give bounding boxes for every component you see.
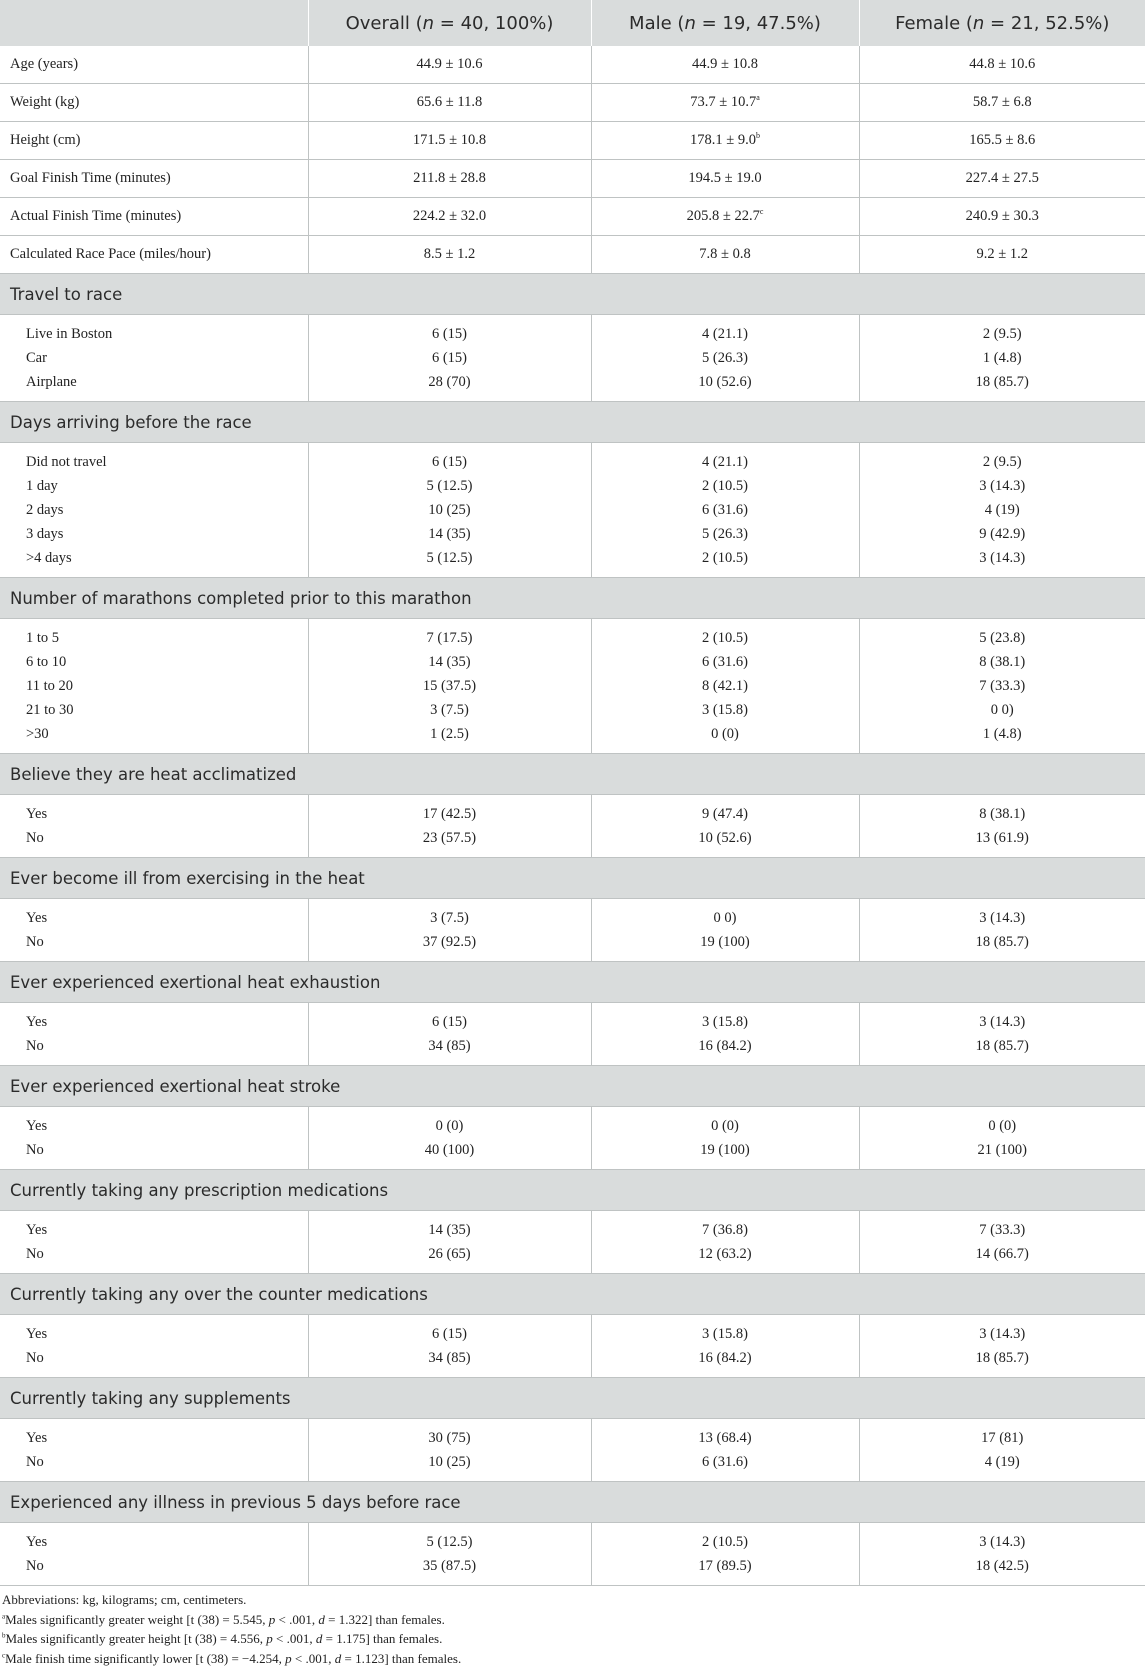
table-row bbox=[0, 198, 1145, 236]
footnote-marker: a bbox=[756, 93, 760, 102]
category-value: 2 (10.5) bbox=[592, 546, 859, 570]
category-value: 2 (10.5) bbox=[592, 474, 859, 498]
section-values-row bbox=[0, 1523, 1145, 1586]
category-label: >4 days bbox=[26, 546, 308, 570]
cell-female bbox=[859, 236, 1145, 274]
cell-male bbox=[591, 160, 859, 198]
value-female: 58.7 ± 6.8 bbox=[973, 94, 1032, 110]
category-value: 34 (85) bbox=[309, 1346, 591, 1370]
category-value: 10 (25) bbox=[309, 1450, 591, 1474]
category-value: 1 (4.8) bbox=[860, 722, 1145, 746]
section-header-row bbox=[0, 858, 1145, 899]
category-value: 1 (2.5) bbox=[309, 722, 591, 746]
category-value: 16 (84.2) bbox=[592, 1034, 859, 1058]
category-values-female bbox=[859, 1107, 1145, 1170]
value-female: 9.2 ± 1.2 bbox=[977, 246, 1028, 262]
category-label: Car bbox=[26, 346, 308, 370]
cell-male bbox=[591, 46, 859, 84]
section-header-row bbox=[0, 402, 1145, 443]
section-title: Currently taking any over the counter medications bbox=[0, 1274, 1145, 1315]
category-label: Yes bbox=[26, 1114, 308, 1138]
category-values-male bbox=[591, 619, 859, 754]
section-title: Currently taking any supplements bbox=[0, 1378, 1145, 1419]
category-label: 6 to 10 bbox=[26, 650, 308, 674]
section-values-row bbox=[0, 1003, 1145, 1066]
category-value: 0 0) bbox=[592, 906, 859, 930]
category-value: 5 (23.8) bbox=[860, 626, 1145, 650]
value-male: 178.1 ± 9.0 bbox=[690, 132, 756, 148]
category-value: 0 (0) bbox=[592, 1114, 859, 1138]
category-values-female bbox=[859, 315, 1145, 402]
category-labels bbox=[0, 899, 308, 962]
category-value: 3 (14.3) bbox=[860, 474, 1145, 498]
category-label: No bbox=[26, 1138, 308, 1162]
category-labels bbox=[0, 1211, 308, 1274]
category-labels bbox=[0, 1315, 308, 1378]
category-value: 10 (25) bbox=[309, 498, 591, 522]
category-values-overall bbox=[308, 1003, 591, 1066]
category-value: 13 (61.9) bbox=[860, 826, 1145, 850]
section-header-row bbox=[0, 962, 1145, 1003]
category-value: 0 (0) bbox=[860, 1114, 1145, 1138]
category-label: No bbox=[26, 1242, 308, 1266]
category-values-male bbox=[591, 1419, 859, 1482]
value-female: 227.4 ± 27.5 bbox=[966, 170, 1039, 186]
category-value: 9 (47.4) bbox=[592, 802, 859, 826]
section-title: Number of marathons completed prior to this marathon bbox=[0, 578, 1145, 619]
value-overall: 211.8 ± 28.8 bbox=[413, 170, 486, 186]
cell-overall bbox=[308, 160, 591, 198]
section-header-row bbox=[0, 754, 1145, 795]
category-value: 17 (42.5) bbox=[309, 802, 591, 826]
category-value: 18 (85.7) bbox=[860, 1034, 1145, 1058]
category-value: 34 (85) bbox=[309, 1034, 591, 1058]
category-values-female bbox=[859, 795, 1145, 858]
cell-overall bbox=[308, 122, 591, 160]
category-value: 14 (66.7) bbox=[860, 1242, 1145, 1266]
cell-male bbox=[591, 198, 859, 236]
category-value: 12 (63.2) bbox=[592, 1242, 859, 1266]
category-value: 3 (14.3) bbox=[860, 1530, 1145, 1554]
category-value: 8 (42.1) bbox=[592, 674, 859, 698]
category-values-female bbox=[859, 1211, 1145, 1274]
cell-overall bbox=[308, 84, 591, 122]
category-value: 18 (42.5) bbox=[860, 1554, 1145, 1578]
section-values-row bbox=[0, 1419, 1145, 1482]
section-title: Ever experienced exertional heat exhaustion bbox=[0, 962, 1145, 1003]
section-header-row bbox=[0, 578, 1145, 619]
category-label: 11 to 20 bbox=[26, 674, 308, 698]
category-value: 23 (57.5) bbox=[309, 826, 591, 850]
category-values-female bbox=[859, 1003, 1145, 1066]
category-values-male bbox=[591, 443, 859, 578]
value-male: 44.9 ± 10.8 bbox=[692, 56, 758, 72]
section-values-row bbox=[0, 443, 1145, 578]
section-title: Ever experienced exertional heat stroke bbox=[0, 1066, 1145, 1107]
section-header-row bbox=[0, 1378, 1145, 1419]
category-value: 6 (31.6) bbox=[592, 498, 859, 522]
section-header-row bbox=[0, 1274, 1145, 1315]
table-row bbox=[0, 122, 1145, 160]
row-label: Calculated Race Pace (miles/hour) bbox=[0, 236, 308, 274]
category-label: >30 bbox=[26, 722, 308, 746]
category-value: 6 (15) bbox=[309, 1010, 591, 1034]
category-value: 10 (52.6) bbox=[592, 826, 859, 850]
cell-male bbox=[591, 236, 859, 274]
table-footnotes bbox=[0, 1590, 1145, 1668]
category-label: 1 day bbox=[26, 474, 308, 498]
category-value: 6 (31.6) bbox=[592, 650, 859, 674]
category-value: 7 (36.8) bbox=[592, 1218, 859, 1242]
category-label: Yes bbox=[26, 906, 308, 930]
category-value: 6 (15) bbox=[309, 450, 591, 474]
cell-overall bbox=[308, 198, 591, 236]
category-values-male bbox=[591, 1315, 859, 1378]
category-value: 5 (12.5) bbox=[309, 474, 591, 498]
category-labels bbox=[0, 1107, 308, 1170]
category-value: 18 (85.7) bbox=[860, 1346, 1145, 1370]
cell-male bbox=[591, 84, 859, 122]
category-label: Yes bbox=[26, 1426, 308, 1450]
category-values-overall bbox=[308, 315, 591, 402]
value-overall: 8.5 ± 1.2 bbox=[424, 246, 475, 262]
category-value: 5 (26.3) bbox=[592, 346, 859, 370]
value-male: 194.5 ± 19.0 bbox=[688, 170, 761, 186]
category-values-female bbox=[859, 899, 1145, 962]
cell-female bbox=[859, 46, 1145, 84]
category-value: 26 (65) bbox=[309, 1242, 591, 1266]
category-label: No bbox=[26, 826, 308, 850]
category-value: 2 (9.5) bbox=[860, 450, 1145, 474]
category-label: 21 to 30 bbox=[26, 698, 308, 722]
value-male: 73.7 ± 10.7 bbox=[690, 94, 756, 110]
table-row bbox=[0, 46, 1145, 84]
category-value: 37 (92.5) bbox=[309, 930, 591, 954]
category-value: 7 (17.5) bbox=[309, 626, 591, 650]
category-value: 14 (35) bbox=[309, 1218, 591, 1242]
category-value: 17 (89.5) bbox=[592, 1554, 859, 1578]
section-title: Currently taking any prescription medications bbox=[0, 1170, 1145, 1211]
category-label: Yes bbox=[26, 1322, 308, 1346]
category-labels bbox=[0, 619, 308, 754]
section-header-row bbox=[0, 1170, 1145, 1211]
category-label: No bbox=[26, 1450, 308, 1474]
cell-female bbox=[859, 160, 1145, 198]
category-value: 18 (85.7) bbox=[860, 930, 1145, 954]
cell-female bbox=[859, 122, 1145, 160]
value-overall: 224.2 ± 32.0 bbox=[413, 208, 486, 224]
category-values-overall bbox=[308, 1107, 591, 1170]
category-value: 2 (10.5) bbox=[592, 1530, 859, 1554]
value-male: 205.8 ± 22.7 bbox=[687, 208, 760, 224]
table-header-row bbox=[0, 0, 1145, 46]
category-values-female bbox=[859, 1523, 1145, 1586]
category-values-male bbox=[591, 1107, 859, 1170]
category-value: 8 (38.1) bbox=[860, 802, 1145, 826]
category-value: 6 (31.6) bbox=[592, 1450, 859, 1474]
category-label: Did not travel bbox=[26, 450, 308, 474]
category-value: 3 (14.3) bbox=[860, 1322, 1145, 1346]
category-value: 3 (7.5) bbox=[309, 906, 591, 930]
category-label: Yes bbox=[26, 1530, 308, 1554]
value-female: 44.8 ± 10.6 bbox=[969, 56, 1035, 72]
category-values-male bbox=[591, 315, 859, 402]
category-value: 3 (14.3) bbox=[860, 1010, 1145, 1034]
section-title: Travel to race bbox=[0, 274, 1145, 315]
category-label: No bbox=[26, 1034, 308, 1058]
header-overall: Overall (n = 40, 100%) bbox=[308, 0, 591, 46]
category-value: 40 (100) bbox=[309, 1138, 591, 1162]
category-value: 16 (84.2) bbox=[592, 1346, 859, 1370]
footnote-abbreviations: Abbreviations: kg, kilograms; cm, centimeters. bbox=[2, 1590, 1145, 1610]
category-value: 19 (100) bbox=[592, 930, 859, 954]
section-values-row bbox=[0, 899, 1145, 962]
footnote-a: $^a$Males significantly greater weight [t (38) = 5.545, p < .001, d = 1.322] than females. bbox=[2, 1610, 1145, 1630]
category-value: 3 (15.8) bbox=[592, 1010, 859, 1034]
category-value: 6 (15) bbox=[309, 322, 591, 346]
footnote-c: $^c$Male finish time significantly lower [t (38) = −4.254, p < .001, d = 1.123] than females. bbox=[2, 1649, 1145, 1668]
table-row bbox=[0, 236, 1145, 274]
table-body bbox=[0, 46, 1145, 1586]
cell-overall bbox=[308, 236, 591, 274]
row-label: Actual Finish Time (minutes) bbox=[0, 198, 308, 236]
category-values-male bbox=[591, 795, 859, 858]
section-header-row bbox=[0, 1482, 1145, 1523]
category-value: 15 (37.5) bbox=[309, 674, 591, 698]
category-value: 6 (15) bbox=[309, 1322, 591, 1346]
category-value: 2 (9.5) bbox=[860, 322, 1145, 346]
category-labels bbox=[0, 315, 308, 402]
category-values-overall bbox=[308, 899, 591, 962]
category-values-overall bbox=[308, 1419, 591, 1482]
category-value: 4 (21.1) bbox=[592, 450, 859, 474]
value-male: 7.8 ± 0.8 bbox=[699, 246, 750, 262]
category-labels bbox=[0, 1419, 308, 1482]
section-title: Days arriving before the race bbox=[0, 402, 1145, 443]
category-value: 28 (70) bbox=[309, 370, 591, 394]
category-labels bbox=[0, 795, 308, 858]
category-value: 3 (7.5) bbox=[309, 698, 591, 722]
row-label: Height (cm) bbox=[0, 122, 308, 160]
category-values-overall bbox=[308, 795, 591, 858]
cell-overall bbox=[308, 46, 591, 84]
category-values-overall bbox=[308, 443, 591, 578]
category-values-female bbox=[859, 443, 1145, 578]
category-value: 8 (38.1) bbox=[860, 650, 1145, 674]
category-label: Yes bbox=[26, 802, 308, 826]
category-value: 10 (52.6) bbox=[592, 370, 859, 394]
category-values-overall bbox=[308, 1315, 591, 1378]
category-value: 3 (15.8) bbox=[592, 1322, 859, 1346]
section-header-row bbox=[0, 1066, 1145, 1107]
header-female: Female (n = 21, 52.5%) bbox=[859, 0, 1145, 46]
category-labels bbox=[0, 443, 308, 578]
category-value: 0 (0) bbox=[309, 1114, 591, 1138]
category-label: 1 to 5 bbox=[26, 626, 308, 650]
category-value: 3 (14.3) bbox=[860, 906, 1145, 930]
category-values-female bbox=[859, 619, 1145, 754]
footnote-marker: b bbox=[756, 131, 760, 140]
cell-male bbox=[591, 122, 859, 160]
category-value: 21 (100) bbox=[860, 1138, 1145, 1162]
category-value: 7 (33.3) bbox=[860, 1218, 1145, 1242]
value-overall: 171.5 ± 10.8 bbox=[413, 132, 486, 148]
category-label: Live in Boston bbox=[26, 322, 308, 346]
category-value: 7 (33.3) bbox=[860, 674, 1145, 698]
category-values-female bbox=[859, 1419, 1145, 1482]
row-label: Age (years) bbox=[0, 46, 308, 84]
footnote-b: $^b$Males significantly greater height [t (38) = 4.556, p < .001, d = 1.175] than females. bbox=[2, 1629, 1145, 1649]
category-value: 5 (26.3) bbox=[592, 522, 859, 546]
category-label: 2 days bbox=[26, 498, 308, 522]
value-overall: 65.6 ± 11.8 bbox=[417, 94, 482, 110]
header-male: Male (n = 19, 47.5%) bbox=[591, 0, 859, 46]
category-value: 6 (15) bbox=[309, 346, 591, 370]
category-label: No bbox=[26, 1346, 308, 1370]
value-female: 165.5 ± 8.6 bbox=[969, 132, 1035, 148]
category-value: 18 (85.7) bbox=[860, 370, 1145, 394]
section-title: Believe they are heat acclimatized bbox=[0, 754, 1145, 795]
category-label: Yes bbox=[26, 1218, 308, 1242]
category-value: 5 (12.5) bbox=[309, 1530, 591, 1554]
category-labels bbox=[0, 1523, 308, 1586]
section-header-row bbox=[0, 274, 1145, 315]
category-label: No bbox=[26, 930, 308, 954]
category-value: 5 (12.5) bbox=[309, 546, 591, 570]
section-values-row bbox=[0, 1107, 1145, 1170]
category-value: 1 (4.8) bbox=[860, 346, 1145, 370]
category-value: 14 (35) bbox=[309, 650, 591, 674]
category-value: 30 (75) bbox=[309, 1426, 591, 1450]
category-values-male bbox=[591, 1523, 859, 1586]
category-value: 13 (68.4) bbox=[592, 1426, 859, 1450]
value-female: 240.9 ± 30.3 bbox=[966, 208, 1039, 224]
cell-female bbox=[859, 198, 1145, 236]
section-values-row bbox=[0, 619, 1145, 754]
footnote-marker: c bbox=[760, 207, 764, 216]
row-label: Weight (kg) bbox=[0, 84, 308, 122]
row-label: Goal Finish Time (minutes) bbox=[0, 160, 308, 198]
category-label: No bbox=[26, 1554, 308, 1578]
category-value: 3 (15.8) bbox=[592, 698, 859, 722]
category-value: 0 (0) bbox=[592, 722, 859, 746]
category-value: 3 (14.3) bbox=[860, 546, 1145, 570]
category-values-overall bbox=[308, 1211, 591, 1274]
category-value: 14 (35) bbox=[309, 522, 591, 546]
category-value: 2 (10.5) bbox=[592, 626, 859, 650]
category-value: 9 (42.9) bbox=[860, 522, 1145, 546]
category-label: 3 days bbox=[26, 522, 308, 546]
value-overall: 44.9 ± 10.6 bbox=[417, 56, 483, 72]
section-title: Ever become ill from exercising in the heat bbox=[0, 858, 1145, 899]
section-values-row bbox=[0, 795, 1145, 858]
header-empty bbox=[0, 0, 308, 46]
table-row bbox=[0, 84, 1145, 122]
category-value: 4 (21.1) bbox=[592, 322, 859, 346]
section-values-row bbox=[0, 1211, 1145, 1274]
category-values-female bbox=[859, 1315, 1145, 1378]
category-value: 35 (87.5) bbox=[309, 1554, 591, 1578]
category-values-male bbox=[591, 899, 859, 962]
category-label: Yes bbox=[26, 1010, 308, 1034]
category-values-overall bbox=[308, 1523, 591, 1586]
category-value: 0 0) bbox=[860, 698, 1145, 722]
category-value: 4 (19) bbox=[860, 1450, 1145, 1474]
section-values-row bbox=[0, 1315, 1145, 1378]
category-labels bbox=[0, 1003, 308, 1066]
category-values-male bbox=[591, 1211, 859, 1274]
section-values-row bbox=[0, 315, 1145, 402]
category-values-overall bbox=[308, 619, 591, 754]
category-label: Airplane bbox=[26, 370, 308, 394]
category-value: 4 (19) bbox=[860, 498, 1145, 522]
category-values-male bbox=[591, 1003, 859, 1066]
section-title: Experienced any illness in previous 5 days before race bbox=[0, 1482, 1145, 1523]
table-row bbox=[0, 160, 1145, 198]
category-value: 19 (100) bbox=[592, 1138, 859, 1162]
category-value: 17 (81) bbox=[860, 1426, 1145, 1450]
cell-female bbox=[859, 84, 1145, 122]
